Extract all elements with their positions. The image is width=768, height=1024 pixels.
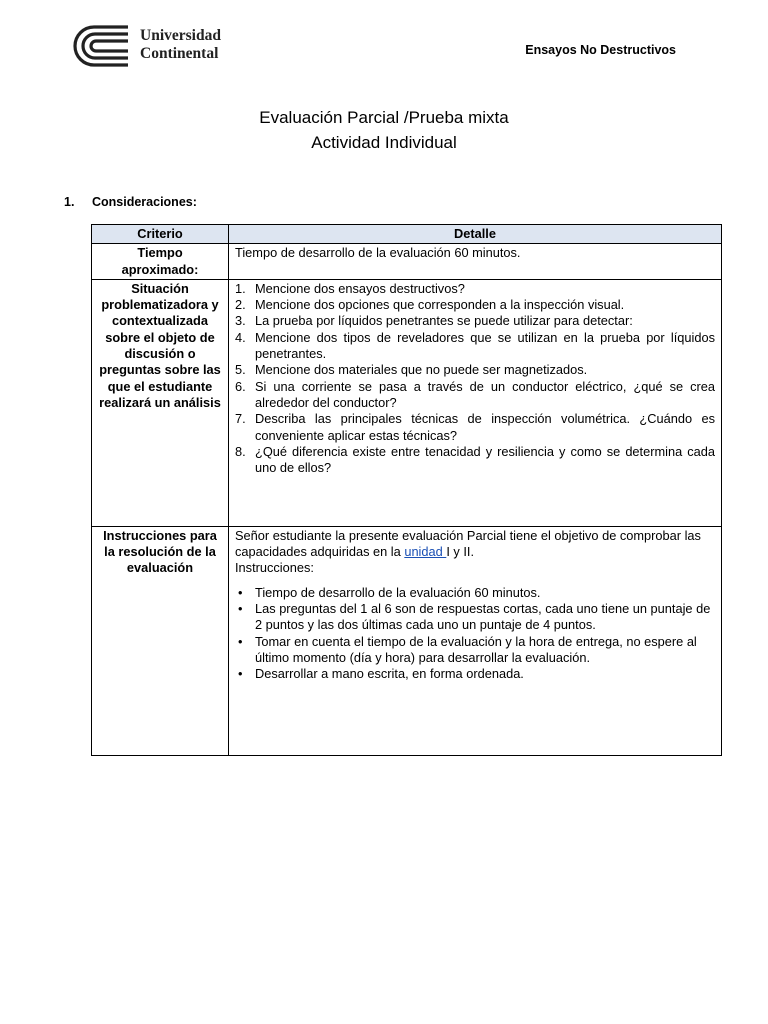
course-name: Ensayos No Destructivos [525,43,676,57]
page-subtitle: Actividad Individual [311,133,457,152]
section-heading [64,195,197,209]
instruction-item: • Tomar en cuenta el tiempo de la evaluación y la hora de entrega, no espere al último momento (día y hora) para desarrollar la evaluación. [235,634,715,667]
question-item [235,379,715,412]
instructions-list [235,585,715,683]
table-header-row [92,225,722,244]
section-number: 1. [64,195,75,209]
question-number: 4. [235,329,246,345]
table-row-instrucciones [92,526,722,755]
question-number: 8. [235,443,246,459]
question-text: Mencione dos opciones que corresponden a la inspección visual. [255,297,625,313]
row-label-tiempo: Tiempo aproximado: [92,244,229,280]
header-detalle: Detalle [229,225,722,244]
question-text: Mencione dos tipos de reveladores que se utilizan en la prueba por líquidos penetrantes. [255,329,715,362]
question-item [235,330,715,363]
question-item [235,444,715,477]
logo-text [140,27,221,63]
intro-text: Señor estudiante la presente evaluación Parcial tiene el objetivo de comprobar las capacidades adquiridas en la [235,527,701,560]
question-number: 2. [235,297,246,313]
question-number: 5. [235,362,246,378]
question-number: 1. [235,280,246,296]
instructions-intro [235,528,715,561]
instructions-subheading: Instrucciones: [235,560,314,576]
intro-text-end: I y II. [446,544,475,560]
questions-list [235,281,715,477]
header-criterio: Criterio [92,225,229,244]
question-text: Mencione dos ensayos destructivos? [255,280,465,296]
university-logo [72,25,232,67]
question-item [235,411,715,444]
question-text: Describa las principales técnicas de inspección volumétrica. ¿Cuándo es conveniente aplicar estas técnicas? [255,411,715,443]
question-text: Si una corriente se pasa a través de un conductor eléctrico, ¿qué se crea alrededor del conductor? [255,378,715,410]
row-label-instrucciones: Instrucciones para la resolución de la evaluación [92,526,229,755]
question-item [235,297,715,313]
table-row-situacion [92,279,722,526]
question-text: ¿Qué diferencia existe entre tenacidad y resiliencia y como se determina cada uno de ellos? [255,443,715,476]
logo-mark-icon [72,25,130,67]
row-detail-situacion [229,279,722,526]
logo-line-2: Continental [140,45,219,62]
question-number: 6. [235,378,246,394]
question-item [235,362,715,378]
section-label: Consideraciones: [92,195,197,209]
question-number: 7. [235,411,246,427]
table-row-tiempo [92,244,722,280]
row-detail-tiempo: Tiempo de desarrollo de la evaluación 60 minutos. [229,244,722,280]
instruction-item: • Desarrollar a mano escrita, en forma ordenada. [235,666,715,682]
question-item [235,313,715,329]
instruction-item: • Tiempo de desarrollo de la evaluación 60 minutos. [235,585,715,601]
page-title: Evaluación Parcial /Prueba mixta [259,108,509,127]
question-text: La prueba por líquidos penetrantes se puede utilizar para detectar: [255,313,633,329]
unidad-link[interactable]: unidad [404,544,447,560]
row-detail-instrucciones [229,526,722,755]
question-number: 3. [235,313,246,329]
logo-line-1: Universidad [140,27,221,44]
question-item [235,281,715,297]
criteria-table [91,224,722,756]
instruction-item: • Las preguntas del 1 al 6 son de respuestas cortas, cada uno tiene un puntaje de 2 puntos y las dos últimas cada uno un puntaje de 4 puntos. [235,601,715,634]
row-label-situacion: Situación problematizadora y contextualizada sobre el objeto de discusión o preguntas sobre las que el estudiante realizará un análisis [92,279,229,526]
question-text: Mencione dos materiales que no puede ser magnetizados. [255,362,588,378]
